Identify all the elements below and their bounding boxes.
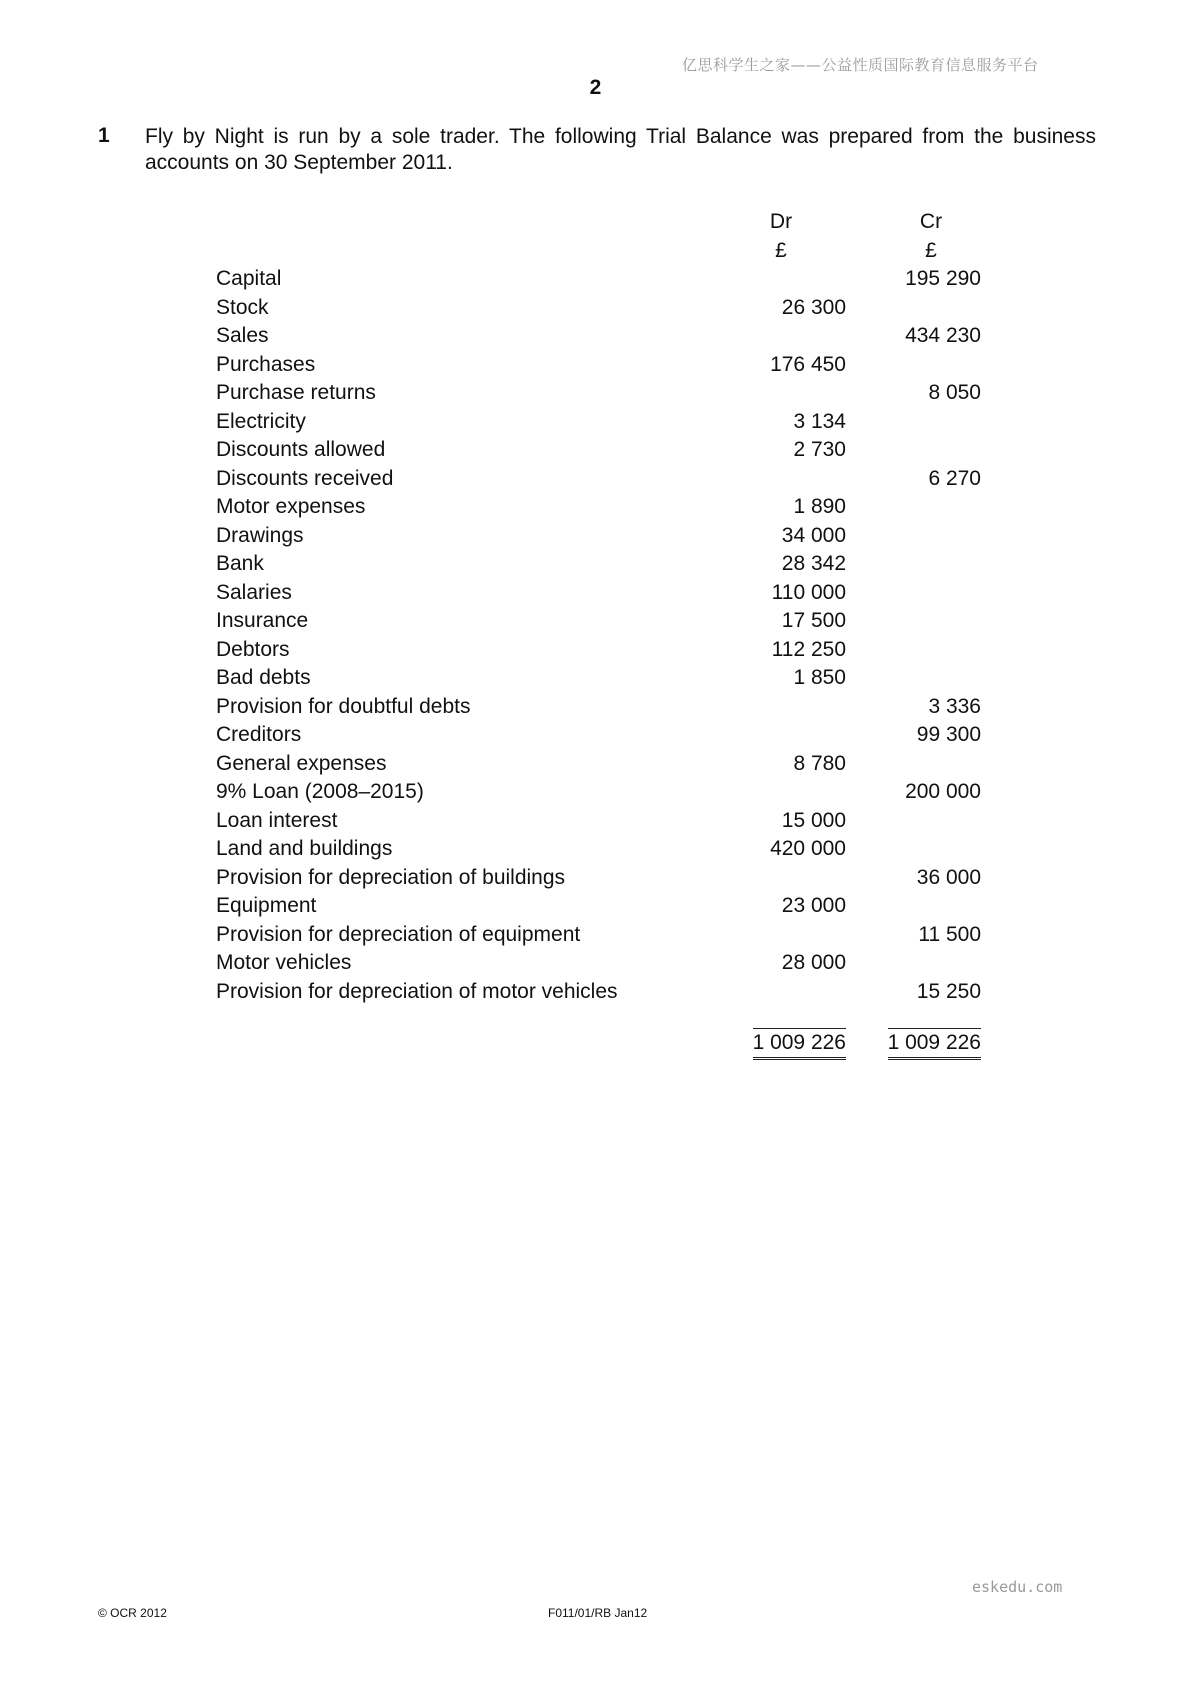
table-row xyxy=(216,949,981,978)
row-dr-value: 1 850 xyxy=(793,666,846,689)
row-cr-value xyxy=(846,550,981,579)
total-cr: 1 009 226 xyxy=(888,1028,981,1060)
row-cr-value xyxy=(846,408,981,437)
row-dr-value xyxy=(736,864,846,893)
row-dr-value xyxy=(736,465,846,494)
table-row xyxy=(216,835,981,864)
row-label: Creditors xyxy=(216,723,302,746)
row-label: Land and buildings xyxy=(216,837,393,860)
table-row xyxy=(216,864,981,893)
row-label: Provision for doubtful debts xyxy=(216,694,471,718)
row-dr-value: 420 000 xyxy=(770,837,846,860)
row-cr-value xyxy=(846,607,981,636)
table-currency-header xyxy=(216,237,981,266)
row-label: Sales xyxy=(216,324,269,347)
table-row xyxy=(216,778,981,807)
row-cr-value xyxy=(846,294,981,323)
table-row xyxy=(216,978,981,1007)
table-row xyxy=(216,322,981,351)
row-dr-value: 8 780 xyxy=(793,751,846,775)
table-row xyxy=(216,379,981,408)
row-label: Purchase returns xyxy=(216,381,376,404)
trial-balance-table xyxy=(216,208,981,1057)
row-dr-value: 15 000 xyxy=(781,808,846,832)
question-number: 1 xyxy=(98,124,110,147)
row-cr-value xyxy=(846,636,981,665)
row-label: Loan interest xyxy=(216,808,338,832)
table-row xyxy=(216,493,981,522)
row-dr-value xyxy=(736,721,846,750)
row-cr-value: 15 250 xyxy=(916,979,981,1003)
row-cr-value: 434 230 xyxy=(905,324,981,347)
row-label: 9% Loan (2008–2015) xyxy=(216,780,424,803)
row-label: General expenses xyxy=(216,751,387,775)
page-number: 2 xyxy=(589,76,602,99)
row-label: Drawings xyxy=(216,523,304,547)
question-text: Fly by Night is run by a sole trader. The following Trial Balance was prepared from the business accounts on 30 September 2011. xyxy=(145,125,1096,174)
row-dr-value xyxy=(736,379,846,408)
row-cr-value xyxy=(846,522,981,551)
row-label: Equipment xyxy=(216,894,317,917)
table-row xyxy=(216,921,981,950)
table-row xyxy=(216,892,981,921)
table-row xyxy=(216,550,981,579)
row-label: Motor vehicles xyxy=(216,951,352,974)
row-label: Electricity xyxy=(216,409,306,433)
row-label: Bank xyxy=(216,552,264,575)
table-row xyxy=(216,436,981,465)
row-cr-value: 6 270 xyxy=(928,466,981,490)
row-cr-value xyxy=(846,436,981,465)
table-row xyxy=(216,721,981,750)
watermark-footer: eskedu.com xyxy=(972,1578,1063,1596)
row-dr-value: 23 000 xyxy=(781,894,846,917)
row-cr-value xyxy=(846,949,981,978)
table-row xyxy=(216,294,981,323)
row-label: Stock xyxy=(216,295,269,319)
row-label: Provision for depreciation of motor vehicles xyxy=(216,979,618,1003)
total-dr-cell xyxy=(736,1028,846,1057)
row-dr-value xyxy=(736,322,846,351)
table-row xyxy=(216,522,981,551)
table-row xyxy=(216,807,981,836)
table-body xyxy=(216,265,981,1006)
row-cr-value xyxy=(846,351,981,380)
row-cr-value: 195 290 xyxy=(905,267,981,290)
currency-cr: £ xyxy=(925,238,937,262)
table-row xyxy=(216,636,981,665)
row-label: Discounts received xyxy=(216,466,394,490)
watermark-header: 亿思科学生之家——公益性质国际教育信息服务平台 xyxy=(682,56,1039,74)
currency-dr: £ xyxy=(775,238,787,262)
table-row xyxy=(216,351,981,380)
row-label: Bad debts xyxy=(216,666,311,689)
row-dr-value xyxy=(736,978,846,1007)
table-row xyxy=(216,693,981,722)
table-row xyxy=(216,579,981,608)
row-dr-value: 28 000 xyxy=(781,951,846,974)
row-cr-value xyxy=(846,579,981,608)
row-dr-value: 176 450 xyxy=(770,352,846,376)
row-dr-value xyxy=(736,265,846,294)
row-cr-value: 99 300 xyxy=(916,723,981,746)
table-row xyxy=(216,465,981,494)
row-dr-value: 34 000 xyxy=(781,523,846,547)
row-dr-value xyxy=(736,693,846,722)
row-label: Provision for depreciation of buildings xyxy=(216,865,566,889)
row-label: Salaries xyxy=(216,580,292,604)
row-dr-value: 28 342 xyxy=(781,552,846,575)
row-dr-value: 110 000 xyxy=(771,580,846,604)
row-dr-value: 2 730 xyxy=(793,438,846,461)
table-row xyxy=(216,265,981,294)
row-dr-value: 3 134 xyxy=(793,409,846,433)
row-cr-value: 200 000 xyxy=(905,780,981,803)
row-label: Capital xyxy=(216,267,282,290)
row-dr-value xyxy=(736,778,846,807)
row-cr-value: 36 000 xyxy=(916,865,981,889)
row-label: Purchases xyxy=(216,352,316,376)
row-label: Provision for depreciation of equipment xyxy=(216,922,581,946)
row-dr-value: 1 890 xyxy=(793,495,846,518)
row-cr-value: 3 336 xyxy=(928,694,981,718)
row-cr-value: 11 500 xyxy=(918,922,981,946)
row-dr-value: 26 300 xyxy=(781,295,846,319)
row-dr-value: 112 250 xyxy=(771,637,846,661)
total-label xyxy=(216,1028,736,1057)
row-cr-value xyxy=(846,664,981,693)
row-cr-value xyxy=(846,807,981,836)
row-cr-value xyxy=(846,493,981,522)
header-cr: Cr xyxy=(919,210,943,233)
row-label: Discounts allowed xyxy=(216,438,386,461)
row-label: Insurance xyxy=(216,609,309,632)
table-header xyxy=(216,208,981,237)
row-dr-value xyxy=(736,921,846,950)
row-cr-value: 8 050 xyxy=(928,381,981,404)
row-label: Debtors xyxy=(216,637,290,661)
row-cr-value xyxy=(846,750,981,779)
table-row xyxy=(216,607,981,636)
footer-code: F011/01/RB Jan12 xyxy=(548,1606,648,1620)
table-row xyxy=(216,750,981,779)
total-dr: 1 009 226 xyxy=(753,1028,846,1060)
row-dr-value: 17 500 xyxy=(781,609,846,632)
row-label: Motor expenses xyxy=(216,495,366,518)
table-row xyxy=(216,408,981,437)
row-cr-value xyxy=(846,892,981,921)
footer-copyright: © OCR 2012 xyxy=(98,1606,167,1620)
table-row xyxy=(216,664,981,693)
table-total-row xyxy=(216,1028,981,1057)
header-dr: Dr xyxy=(769,210,793,233)
total-cr-cell xyxy=(846,1028,981,1057)
row-cr-value xyxy=(846,835,981,864)
